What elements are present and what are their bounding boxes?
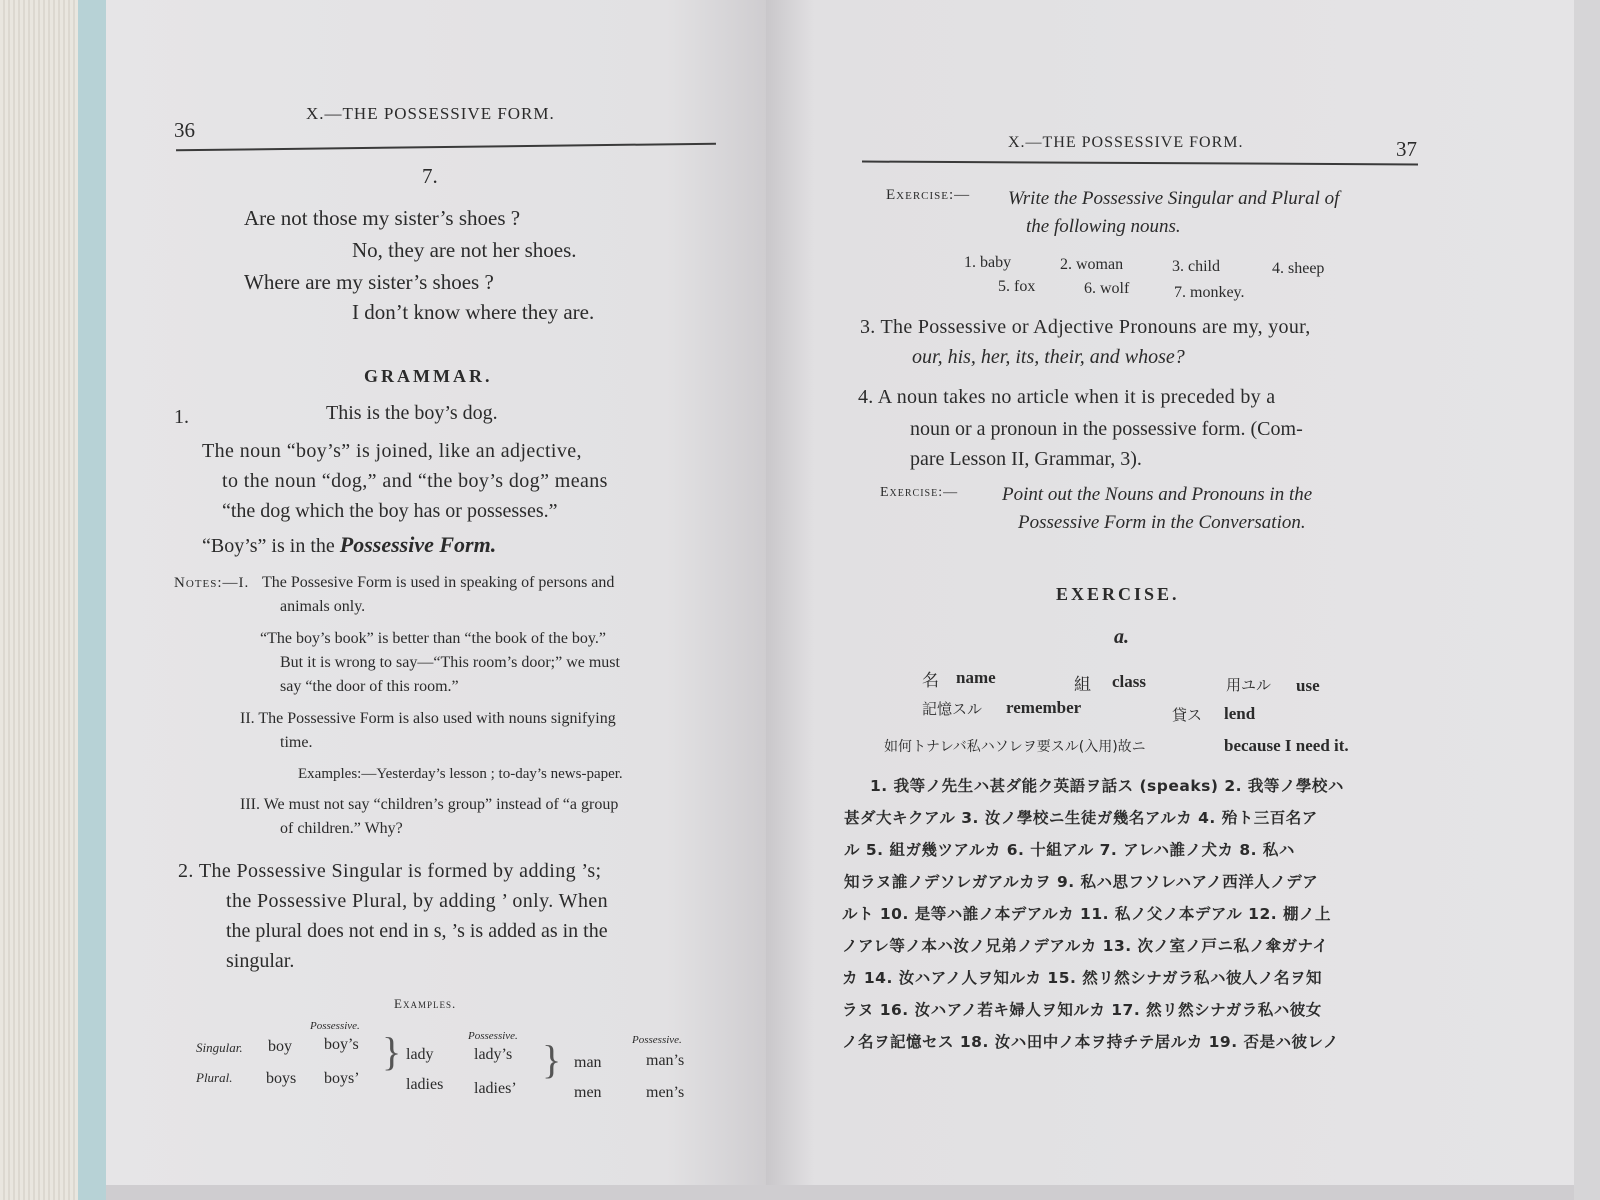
- table-cell: men’s: [646, 1084, 685, 1101]
- table-cell: lady’s: [474, 1046, 513, 1063]
- page-number: 36: [174, 118, 195, 142]
- page-number: 37: [1396, 137, 1417, 161]
- vocab-en: lend: [1224, 704, 1256, 723]
- page-bottom-edge: [106, 1185, 1574, 1200]
- note-line: say “the door of this room.”: [280, 678, 459, 695]
- table-cell: boys: [266, 1070, 297, 1087]
- jp-line: ル 5. 組ガ幾ツアルカ 6. 十組アル 7. アレハ誰ノ犬カ 8. 私ハ: [844, 841, 1295, 859]
- body-line: our, his, her, its, their, and whose?: [912, 346, 1185, 368]
- item-title: This is the boy’s dog.: [326, 402, 498, 424]
- section-number: 7.: [422, 164, 438, 188]
- jp-line: カ 14. 汝ハアノ人ヲ知ルカ 15. 然リ然シナガラ私ハ彼人ノ名ヲ知: [842, 969, 1322, 987]
- possessive-header: Possessive.: [468, 1030, 518, 1042]
- body-line: 4. A noun takes no article when it is preceded by a: [858, 386, 1276, 408]
- row-label-singular: Singular.: [196, 1040, 243, 1055]
- jp-line: ルト 10. 是等ハ誰ノ本デアルカ 11. 私ノ父ノ本デアル 12. 棚ノ上: [842, 905, 1332, 923]
- vocab-en: name: [956, 668, 996, 687]
- body-line: 2. The Possessive Singular is formed by adding ’s;: [178, 860, 602, 882]
- note-line: The Possesive Form is used in speaking of persons and: [262, 574, 615, 591]
- note-line: Examples:—Yesterday’s lesson ; to-day’s news-paper.: [298, 766, 623, 782]
- table-cell: boy: [268, 1038, 292, 1055]
- right-page: [766, 0, 1574, 1200]
- noun-item: 2. woman: [1060, 256, 1124, 273]
- item-number: 1.: [174, 406, 189, 428]
- exercise-label: Exercise:—: [886, 187, 971, 203]
- page-edge-right: [1574, 0, 1600, 1200]
- exercise-text: the following nouns.: [1026, 216, 1181, 237]
- note-line: III. We must not say “children’s group” instead of “a group: [240, 796, 619, 813]
- jp-line: 甚ダ大キクアル 3. 汝ノ學校ニ生徒ガ幾名アルカ 4. 殆ト三百名ア: [844, 809, 1318, 827]
- table-cell: ladies: [406, 1076, 444, 1093]
- note-line: But it is wrong to say—“This room’s door;” we must: [280, 654, 620, 671]
- noun-item: 5. fox: [998, 278, 1036, 295]
- noun-item: 6. wolf: [1084, 280, 1130, 297]
- jp-line: 知ラヌ誰ノデソレガアルカヲ 9. 私ハ思フソレハアノ西洋人ノデア: [844, 873, 1319, 891]
- exercise-text: Possessive Form in the Conversation.: [1018, 512, 1306, 533]
- body-line: to the noun “dog,” and “the boy’s dog” means: [222, 470, 608, 492]
- exercise-heading: EXERCISE.: [1056, 584, 1180, 604]
- body-line: The noun “boy’s” is joined, like an adjective,: [202, 440, 582, 462]
- noun-item: 1. baby: [964, 254, 1012, 271]
- vocab-en: because I need it.: [1224, 736, 1349, 755]
- note-line: time.: [280, 734, 313, 751]
- dialogue-line: Where are my sister’s shoes ?: [244, 270, 494, 294]
- left-page: [106, 0, 766, 1200]
- exercise-text: Write the Possessive Singular and Plural of: [1008, 188, 1340, 209]
- examples-heading: Examples.: [394, 996, 457, 1011]
- page-edges: [0, 0, 80, 1200]
- header-rule: [176, 143, 716, 152]
- vocab-en: remember: [1006, 698, 1082, 717]
- dialogue-line: I don’t know where they are.: [352, 300, 595, 324]
- note-line: of children.” Why?: [280, 820, 403, 837]
- body-line: noun or a pronoun in the possessive form. (Com-: [910, 418, 1303, 440]
- exercise-label: Exercise:—: [880, 485, 959, 500]
- note-line: II. The Possessive Form is also used with nouns signifying: [240, 710, 616, 727]
- body-line: 3. The Possessive or Adjective Pronouns are my, your,: [860, 316, 1311, 338]
- table-cell: lady: [406, 1046, 434, 1063]
- dialogue-line: No, they are not her shoes.: [352, 238, 577, 262]
- running-head: X.—THE POSSESSIVE FORM.: [306, 104, 555, 123]
- header-rule: [862, 161, 1418, 166]
- jp-line: ノアレ等ノ本ハ汝ノ兄弟ノデアルカ 13. 次ノ室ノ戸ニ私ノ傘ガナイ: [842, 937, 1329, 955]
- table-cell: ladies’: [474, 1080, 517, 1097]
- running-head: X.—THE POSSESSIVE FORM.: [1008, 134, 1244, 151]
- grammar-heading: GRAMMAR.: [364, 366, 493, 386]
- vocab-jp: 記憶スル: [922, 700, 983, 718]
- row-label-plural: Plural.: [196, 1070, 233, 1085]
- table-cell: man: [574, 1054, 602, 1071]
- exercise-text: Point out the Nouns and Pronouns in the: [1002, 484, 1313, 505]
- vocab-jp: 貸ス: [1172, 706, 1203, 724]
- brace-icon: }: [542, 1037, 562, 1082]
- table-cell: boys’: [324, 1070, 360, 1087]
- note-line: “The boy’s book” is better than “the book of the boy.”: [260, 630, 606, 647]
- noun-item: 3. child: [1172, 258, 1220, 275]
- body-line: “the dog which the boy has or possesses.”: [222, 500, 558, 522]
- dialogue-line: Are not those my sister’s shoes ?: [244, 206, 521, 230]
- note-line: animals only.: [280, 598, 366, 615]
- body-line: the plural does not end in s, ’s is added as in the: [226, 920, 608, 942]
- noun-item: 7. monkey.: [1174, 284, 1245, 301]
- jp-line: 1. 我等ノ先生ハ甚ダ能ク英語ヲ話ス (speaks) 2. 我等ノ學校ハ: [870, 777, 1344, 795]
- table-cell: man’s: [646, 1052, 685, 1069]
- notes-label: Notes:—I.: [174, 575, 250, 591]
- vocab-en: class: [1112, 672, 1146, 691]
- binding-tape: [78, 0, 108, 1200]
- vocab-jp: 名: [922, 671, 939, 691]
- vocab-jp: 如何トナレバ私ハソレヲ要スル(入用)故ニ: [884, 739, 1146, 755]
- possessive-header: Possessive.: [632, 1034, 682, 1046]
- jp-line: ノ名ヲ記憶セス 18. 汝ハ田中ノ本ヲ持チテ居ルカ 19. 否是ハ彼レノ: [842, 1033, 1339, 1051]
- noun-item: 4. sheep: [1272, 260, 1325, 277]
- conclusion-prefix: “Boy’s” is in the: [202, 535, 335, 557]
- body-line: singular.: [226, 950, 295, 972]
- conclusion-line: [202, 532, 496, 558]
- subsection-label: a.: [1114, 626, 1129, 648]
- body-line: pare Lesson II, Grammar, 3).: [910, 448, 1142, 470]
- possessive-header: Possessive.: [310, 1020, 360, 1032]
- vocab-jp: 用ユル: [1226, 676, 1272, 694]
- possessive-form-term: Possessive Form.: [339, 532, 497, 557]
- table-cell: boy’s: [324, 1036, 359, 1053]
- body-line: the Possessive Plural, by adding ’ only. When: [226, 890, 609, 912]
- vocab-jp: 組: [1074, 675, 1091, 695]
- vocab-en: use: [1296, 676, 1320, 695]
- jp-line: ラヌ 16. 汝ハアノ若キ婦人ヲ知ルカ 17. 然リ然シナガラ私ハ彼女: [842, 1001, 1322, 1019]
- brace-icon: }: [382, 1029, 402, 1074]
- table-cell: men: [574, 1084, 602, 1101]
